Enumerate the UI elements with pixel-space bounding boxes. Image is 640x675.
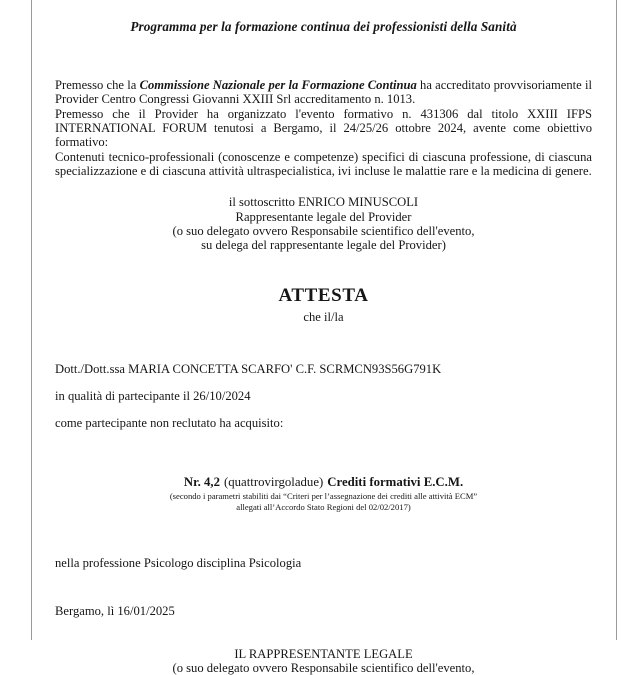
attesta-subheading: che il/la — [303, 310, 344, 325]
recipient-participation-line: in qualità di partecipante il 26/10/2024 — [55, 389, 251, 404]
signatory-name-line: il sottoscritto ENRICO MINUSCOLI — [228, 195, 419, 210]
credits-label: Crediti formativi E.C.M. — [327, 475, 464, 490]
signatory-role-line: Rappresentante legale del Provider — [235, 209, 412, 224]
place-and-date-line: Bergamo, lì 16/01/2025 — [55, 603, 175, 618]
page-right-margin-rule — [616, 0, 617, 640]
page-title: Programma per la formazione continua dei professionisti della Sanità — [130, 19, 517, 34]
certificate-content — [55, 0, 592, 675]
signatory-delegation-line: su delega del rappresentante legale del Provider) — [201, 238, 446, 253]
signatory-block — [55, 195, 592, 252]
credits-note-line-2: allegati all’Accordo Stato Regioni del 02/02/2017) — [236, 501, 411, 512]
credits-note-line-1: (secondo i parametri stabiliti dai “Criteri per l’assegnazione dei crediti alle attività ECM” — [169, 491, 478, 502]
recipient-name-line: Dott./Dott.ssa MARIA CONCETTA SCARFO' C.F. SCRMCN93S56G791K — [55, 362, 442, 377]
footer-representative-title: IL RAPPRESENTANTE LEGALE — [234, 646, 413, 661]
recipient-acquisition-line: come partecipante non reclutato ha acquisito: — [55, 416, 284, 431]
commission-name-emphasis: Commissione Nazionale per la Formazione Continua — [139, 78, 417, 93]
premise-accreditation-suffix: ha accreditato provvisoriamente il Provider Centro Congressi Giovanni XXIII Srl accreditamento n. 1013. — [55, 78, 592, 107]
credits-amount: Nr. 4,2 — [183, 475, 220, 490]
training-objective-paragraph: Contenuti tecnico-professionali (conoscenze e competenze) specifici di ciascuna professione, di ciascuna specializzazione e di ciascuna attività ultraspecialistica, ivi incluse le malattie rare e la medicina di genere. — [55, 149, 592, 178]
signatory-delegate-line: (o suo delegato ovvero Responsabile scientifico dell'evento, — [172, 223, 475, 238]
premise-accreditation-prefix: Premesso che la — [55, 78, 140, 93]
premise-paragraph-accreditation — [55, 78, 592, 107]
footer-representative-subtitle: (o suo delegato ovvero Responsabile scientifico dell'evento, — [172, 660, 475, 675]
credits-amount-words: (quattrovirgoladue) — [224, 475, 324, 490]
attesta-heading: ATTESTA — [278, 285, 369, 307]
credits-note — [55, 489, 592, 512]
profession-line: nella professione Psicologo disciplina Psicologia — [55, 555, 302, 570]
credits-line — [55, 430, 592, 489]
page-left-margin-rule — [31, 0, 32, 640]
premise-paragraph-event: Premesso che il Provider ha organizzato l'evento formativo n. 431306 dal titolo XXIII IFPS INTERNATIONAL FORUM tenutosi a Bergamo, il 24/25/26 ottobre 2024, avente come obiettivo formativo: — [55, 106, 592, 150]
footer-signature-block — [55, 618, 592, 675]
